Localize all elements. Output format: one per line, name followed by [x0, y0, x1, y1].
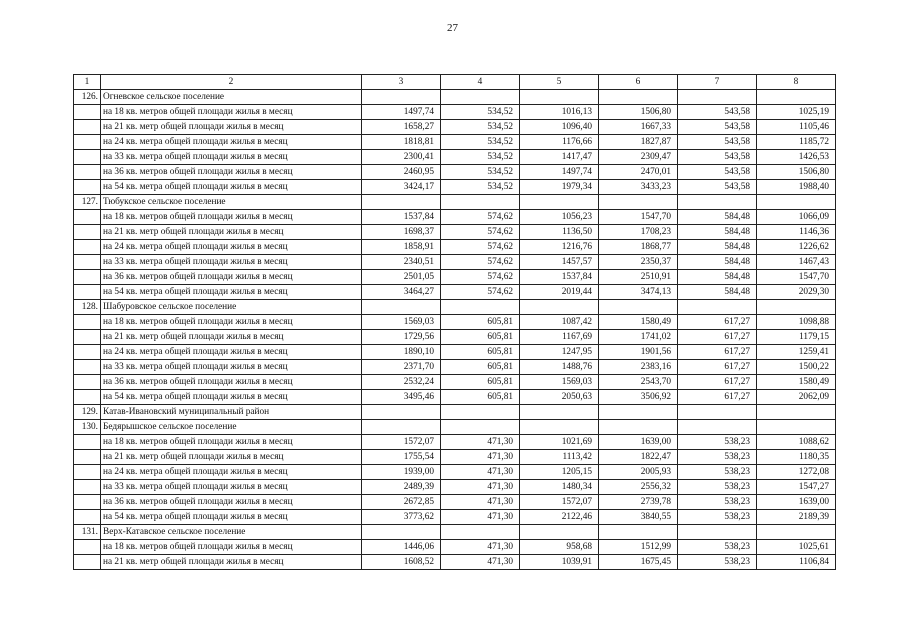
value-cell: 1185,72: [757, 135, 836, 150]
value-cell: 958,68: [520, 540, 599, 555]
empty-cell: [599, 90, 678, 105]
section-row: [74, 300, 836, 315]
value-cell: 1105,46: [757, 120, 836, 135]
empty-cell: [441, 300, 520, 315]
empty-cell: [74, 480, 101, 495]
empty-cell: [74, 330, 101, 345]
value-cell: 2340,51: [362, 255, 441, 270]
empty-cell: [441, 420, 520, 435]
empty-cell: [599, 420, 678, 435]
value-cell: 584,48: [678, 210, 757, 225]
value-cell: 543,58: [678, 105, 757, 120]
value-cell: 1098,88: [757, 315, 836, 330]
row-description: на 24 кв. метра общей площади жилья в месяц: [101, 465, 362, 480]
table-row: [74, 240, 836, 255]
value-cell: 1497,74: [362, 105, 441, 120]
value-cell: 584,48: [678, 225, 757, 240]
value-cell: 1547,70: [599, 210, 678, 225]
value-cell: 2739,78: [599, 495, 678, 510]
value-cell: 1167,69: [520, 330, 599, 345]
value-cell: 584,48: [678, 240, 757, 255]
value-cell: 1608,52: [362, 555, 441, 570]
value-cell: 605,81: [441, 330, 520, 345]
value-cell: 534,52: [441, 150, 520, 165]
value-cell: 1537,84: [520, 270, 599, 285]
empty-cell: [362, 405, 441, 420]
header-row: [74, 75, 836, 90]
value-cell: 1547,27: [757, 480, 836, 495]
value-cell: 1016,13: [520, 105, 599, 120]
row-description: на 54 кв. метра общей площади жилья в месяц: [101, 390, 362, 405]
value-cell: 605,81: [441, 345, 520, 360]
column-header: 5: [520, 75, 599, 90]
value-cell: 538,23: [678, 435, 757, 450]
value-cell: 534,52: [441, 180, 520, 195]
value-cell: 605,81: [441, 375, 520, 390]
value-cell: 574,62: [441, 240, 520, 255]
value-cell: 1512,99: [599, 540, 678, 555]
table-row: [74, 135, 836, 150]
value-cell: 1205,15: [520, 465, 599, 480]
row-description: на 54 кв. метра общей площади жилья в месяц: [101, 285, 362, 300]
empty-cell: [74, 450, 101, 465]
value-cell: 574,62: [441, 210, 520, 225]
empty-cell: [520, 525, 599, 540]
value-cell: 1113,42: [520, 450, 599, 465]
value-cell: 1488,76: [520, 360, 599, 375]
value-cell: 471,30: [441, 510, 520, 525]
row-number: 129.: [74, 405, 101, 420]
value-cell: 1426,53: [757, 150, 836, 165]
section-name: Верх-Катавское сельское поселение: [101, 525, 362, 540]
value-cell: 617,27: [678, 390, 757, 405]
value-cell: 2383,16: [599, 360, 678, 375]
table-row: [74, 330, 836, 345]
section-name: Бедярышское сельское поселение: [101, 420, 362, 435]
value-cell: 471,30: [441, 435, 520, 450]
value-cell: 3506,92: [599, 390, 678, 405]
section-name: Тюбукское сельское поселение: [101, 195, 362, 210]
empty-cell: [599, 525, 678, 540]
empty-cell: [599, 195, 678, 210]
value-cell: 2350,37: [599, 255, 678, 270]
value-cell: 2019,44: [520, 285, 599, 300]
table-row: [74, 180, 836, 195]
table-row: [74, 345, 836, 360]
value-cell: 617,27: [678, 330, 757, 345]
value-cell: 3495,46: [362, 390, 441, 405]
empty-cell: [441, 195, 520, 210]
value-cell: 617,27: [678, 360, 757, 375]
value-cell: 1658,27: [362, 120, 441, 135]
value-cell: 1572,07: [362, 435, 441, 450]
table-row: [74, 255, 836, 270]
row-description: на 24 кв. метра общей площади жилья в месяц: [101, 240, 362, 255]
value-cell: 1822,47: [599, 450, 678, 465]
table-row: [74, 510, 836, 525]
value-cell: 534,52: [441, 105, 520, 120]
value-cell: 543,58: [678, 150, 757, 165]
value-cell: 574,62: [441, 285, 520, 300]
value-cell: 1827,87: [599, 135, 678, 150]
section-name: Шабуровское сельское поселение: [101, 300, 362, 315]
value-cell: 1580,49: [599, 315, 678, 330]
table-row: [74, 450, 836, 465]
table-row: [74, 465, 836, 480]
table-row: [74, 390, 836, 405]
row-description: на 21 кв. метр общей площади жилья в месяц: [101, 555, 362, 570]
value-cell: 471,30: [441, 450, 520, 465]
table-row: [74, 285, 836, 300]
value-cell: 2062,09: [757, 390, 836, 405]
empty-cell: [441, 90, 520, 105]
value-cell: 538,23: [678, 465, 757, 480]
empty-cell: [362, 300, 441, 315]
table-row: [74, 555, 836, 570]
value-cell: 538,23: [678, 495, 757, 510]
value-cell: 1480,34: [520, 480, 599, 495]
section-name: Катав-Ивановский муниципальный район: [101, 405, 362, 420]
empty-cell: [520, 405, 599, 420]
value-cell: 534,52: [441, 165, 520, 180]
value-cell: 574,62: [441, 255, 520, 270]
table-row: [74, 435, 836, 450]
value-cell: 1066,09: [757, 210, 836, 225]
value-cell: 1025,19: [757, 105, 836, 120]
value-cell: 1979,34: [520, 180, 599, 195]
table-row: [74, 540, 836, 555]
row-description: на 33 кв. метра общей площади жилья в месяц: [101, 480, 362, 495]
value-cell: 617,27: [678, 345, 757, 360]
empty-cell: [757, 525, 836, 540]
value-cell: 2029,30: [757, 285, 836, 300]
value-cell: 1179,15: [757, 330, 836, 345]
row-description: на 33 кв. метра общей площади жилья в месяц: [101, 255, 362, 270]
value-cell: 1226,62: [757, 240, 836, 255]
table-row: [74, 105, 836, 120]
value-cell: 2470,01: [599, 165, 678, 180]
value-cell: 1667,33: [599, 120, 678, 135]
value-cell: 1136,50: [520, 225, 599, 240]
empty-cell: [74, 120, 101, 135]
value-cell: 1639,00: [599, 435, 678, 450]
value-cell: 1056,23: [520, 210, 599, 225]
column-header: 6: [599, 75, 678, 90]
table-row: [74, 165, 836, 180]
value-cell: 1096,40: [520, 120, 599, 135]
empty-cell: [362, 195, 441, 210]
table-row: [74, 120, 836, 135]
value-cell: 538,23: [678, 480, 757, 495]
value-cell: 1446,06: [362, 540, 441, 555]
section-row: [74, 420, 836, 435]
empty-cell: [757, 90, 836, 105]
value-cell: 2532,24: [362, 375, 441, 390]
value-cell: 1569,03: [520, 375, 599, 390]
empty-cell: [74, 285, 101, 300]
empty-cell: [74, 345, 101, 360]
value-cell: 605,81: [441, 360, 520, 375]
empty-cell: [74, 105, 101, 120]
empty-cell: [678, 90, 757, 105]
value-cell: 617,27: [678, 315, 757, 330]
value-cell: 471,30: [441, 540, 520, 555]
value-cell: 3474,13: [599, 285, 678, 300]
value-cell: 2309,47: [599, 150, 678, 165]
row-description: на 18 кв. метров общей площади жилья в месяц: [101, 210, 362, 225]
value-cell: 1708,23: [599, 225, 678, 240]
empty-cell: [74, 180, 101, 195]
value-cell: 543,58: [678, 120, 757, 135]
value-cell: 471,30: [441, 555, 520, 570]
empty-cell: [74, 495, 101, 510]
value-cell: 1868,77: [599, 240, 678, 255]
row-number: 130.: [74, 420, 101, 435]
empty-cell: [678, 405, 757, 420]
row-description: на 33 кв. метра общей площади жилья в месяц: [101, 150, 362, 165]
value-cell: 1698,37: [362, 225, 441, 240]
row-description: на 21 кв. метр общей площади жилья в месяц: [101, 225, 362, 240]
value-cell: 617,27: [678, 375, 757, 390]
empty-cell: [757, 420, 836, 435]
value-cell: 538,23: [678, 540, 757, 555]
value-cell: 1755,54: [362, 450, 441, 465]
value-cell: 471,30: [441, 465, 520, 480]
value-cell: 1580,49: [757, 375, 836, 390]
value-cell: 534,52: [441, 135, 520, 150]
empty-cell: [74, 255, 101, 270]
row-description: на 36 кв. метров общей площади жилья в месяц: [101, 270, 362, 285]
row-description: на 33 кв. метра общей площади жилья в месяц: [101, 360, 362, 375]
empty-cell: [362, 420, 441, 435]
value-cell: 1417,47: [520, 150, 599, 165]
row-description: на 36 кв. метров общей площади жилья в месяц: [101, 165, 362, 180]
value-cell: 605,81: [441, 390, 520, 405]
value-cell: 605,81: [441, 315, 520, 330]
value-cell: 1890,10: [362, 345, 441, 360]
value-cell: 538,23: [678, 555, 757, 570]
value-cell: 2122,46: [520, 510, 599, 525]
value-cell: 1569,03: [362, 315, 441, 330]
value-cell: 1176,66: [520, 135, 599, 150]
value-cell: 3840,55: [599, 510, 678, 525]
value-cell: 1457,57: [520, 255, 599, 270]
value-cell: 1025,61: [757, 540, 836, 555]
table-row: [74, 495, 836, 510]
empty-cell: [599, 300, 678, 315]
row-description: на 18 кв. метров общей площади жилья в месяц: [101, 540, 362, 555]
value-cell: 1572,07: [520, 495, 599, 510]
empty-cell: [74, 540, 101, 555]
table-row: [74, 150, 836, 165]
value-cell: 1259,41: [757, 345, 836, 360]
value-cell: 584,48: [678, 285, 757, 300]
value-cell: 543,58: [678, 135, 757, 150]
value-cell: 1639,00: [757, 495, 836, 510]
empty-cell: [74, 240, 101, 255]
empty-cell: [520, 300, 599, 315]
value-cell: 1497,74: [520, 165, 599, 180]
column-header: 3: [362, 75, 441, 90]
empty-cell: [678, 420, 757, 435]
value-cell: 1500,22: [757, 360, 836, 375]
value-cell: 1675,45: [599, 555, 678, 570]
value-cell: 538,23: [678, 510, 757, 525]
value-cell: 2371,70: [362, 360, 441, 375]
value-cell: 1537,84: [362, 210, 441, 225]
row-description: на 21 кв. метр общей площади жилья в месяц: [101, 330, 362, 345]
value-cell: 1729,56: [362, 330, 441, 345]
table-row: [74, 315, 836, 330]
empty-cell: [441, 405, 520, 420]
value-cell: 2050,63: [520, 390, 599, 405]
row-number: 131.: [74, 525, 101, 540]
table-row: [74, 375, 836, 390]
value-cell: 2556,32: [599, 480, 678, 495]
row-number: 128.: [74, 300, 101, 315]
value-cell: 1988,40: [757, 180, 836, 195]
empty-cell: [362, 525, 441, 540]
value-cell: 543,58: [678, 180, 757, 195]
value-cell: 584,48: [678, 255, 757, 270]
value-cell: 538,23: [678, 450, 757, 465]
section-row: [74, 525, 836, 540]
column-header: 1: [74, 75, 101, 90]
empty-cell: [74, 435, 101, 450]
value-cell: 574,62: [441, 225, 520, 240]
empty-cell: [362, 90, 441, 105]
row-description: на 21 кв. метр общей площади жилья в месяц: [101, 450, 362, 465]
row-description: на 18 кв. метров общей площади жилья в месяц: [101, 315, 362, 330]
tariff-table: [73, 74, 836, 570]
empty-cell: [74, 210, 101, 225]
empty-cell: [74, 270, 101, 285]
empty-cell: [520, 420, 599, 435]
value-cell: 2510,91: [599, 270, 678, 285]
empty-cell: [74, 555, 101, 570]
empty-cell: [74, 375, 101, 390]
value-cell: 1088,62: [757, 435, 836, 450]
value-cell: 1901,56: [599, 345, 678, 360]
empty-cell: [757, 300, 836, 315]
row-number: 126.: [74, 90, 101, 105]
section-row: [74, 90, 836, 105]
value-cell: 2005,93: [599, 465, 678, 480]
value-cell: 3464,27: [362, 285, 441, 300]
row-description: на 24 кв. метра общей площади жилья в месяц: [101, 135, 362, 150]
row-description: на 18 кв. метров общей площади жилья в месяц: [101, 105, 362, 120]
column-header: 7: [678, 75, 757, 90]
value-cell: 543,58: [678, 165, 757, 180]
value-cell: 2501,05: [362, 270, 441, 285]
section-row: [74, 195, 836, 210]
row-number: 127.: [74, 195, 101, 210]
value-cell: 1216,76: [520, 240, 599, 255]
value-cell: 2189,39: [757, 510, 836, 525]
value-cell: 1506,80: [599, 105, 678, 120]
table-row: [74, 360, 836, 375]
value-cell: 584,48: [678, 270, 757, 285]
value-cell: 2489,39: [362, 480, 441, 495]
value-cell: 1741,02: [599, 330, 678, 345]
value-cell: 3773,62: [362, 510, 441, 525]
row-description: на 54 кв. метра общей площади жилья в месяц: [101, 180, 362, 195]
value-cell: 1818,81: [362, 135, 441, 150]
value-cell: 2672,85: [362, 495, 441, 510]
value-cell: 1039,91: [520, 555, 599, 570]
empty-cell: [678, 300, 757, 315]
value-cell: 1858,91: [362, 240, 441, 255]
page-number: 27: [447, 22, 458, 34]
table-row: [74, 210, 836, 225]
section-name: Огневское сельское поселение: [101, 90, 362, 105]
row-description: на 36 кв. метров общей площади жилья в месяц: [101, 375, 362, 390]
empty-cell: [757, 405, 836, 420]
empty-cell: [678, 525, 757, 540]
empty-cell: [74, 165, 101, 180]
value-cell: 1506,80: [757, 165, 836, 180]
value-cell: 1247,95: [520, 345, 599, 360]
value-cell: 1939,00: [362, 465, 441, 480]
column-header: 4: [441, 75, 520, 90]
empty-cell: [757, 195, 836, 210]
value-cell: 1146,36: [757, 225, 836, 240]
value-cell: 1087,42: [520, 315, 599, 330]
empty-cell: [74, 390, 101, 405]
column-header: 2: [101, 75, 362, 90]
table-row: [74, 270, 836, 285]
empty-cell: [74, 150, 101, 165]
value-cell: 1272,08: [757, 465, 836, 480]
empty-cell: [74, 510, 101, 525]
value-cell: 2543,70: [599, 375, 678, 390]
section-row: [74, 405, 836, 420]
value-cell: 3424,17: [362, 180, 441, 195]
row-description: на 36 кв. метров общей площади жилья в месяц: [101, 495, 362, 510]
table-row: [74, 225, 836, 240]
value-cell: 534,52: [441, 120, 520, 135]
value-cell: 1106,84: [757, 555, 836, 570]
row-description: на 21 кв. метр общей площади жилья в месяц: [101, 120, 362, 135]
empty-cell: [74, 135, 101, 150]
value-cell: 2460,95: [362, 165, 441, 180]
row-description: на 18 кв. метров общей площади жилья в месяц: [101, 435, 362, 450]
value-cell: 574,62: [441, 270, 520, 285]
value-cell: 1180,35: [757, 450, 836, 465]
empty-cell: [520, 90, 599, 105]
row-description: на 24 кв. метра общей площади жилья в месяц: [101, 345, 362, 360]
empty-cell: [74, 225, 101, 240]
row-description: на 54 кв. метра общей площади жилья в месяц: [101, 510, 362, 525]
value-cell: 471,30: [441, 495, 520, 510]
empty-cell: [520, 195, 599, 210]
value-cell: 2300,41: [362, 150, 441, 165]
empty-cell: [74, 360, 101, 375]
empty-cell: [74, 315, 101, 330]
value-cell: 1547,70: [757, 270, 836, 285]
empty-cell: [678, 195, 757, 210]
empty-cell: [74, 465, 101, 480]
column-header: 8: [757, 75, 836, 90]
table-row: [74, 480, 836, 495]
empty-cell: [599, 405, 678, 420]
empty-cell: [441, 525, 520, 540]
value-cell: 1021,69: [520, 435, 599, 450]
value-cell: 471,30: [441, 480, 520, 495]
value-cell: 3433,23: [599, 180, 678, 195]
value-cell: 1467,43: [757, 255, 836, 270]
